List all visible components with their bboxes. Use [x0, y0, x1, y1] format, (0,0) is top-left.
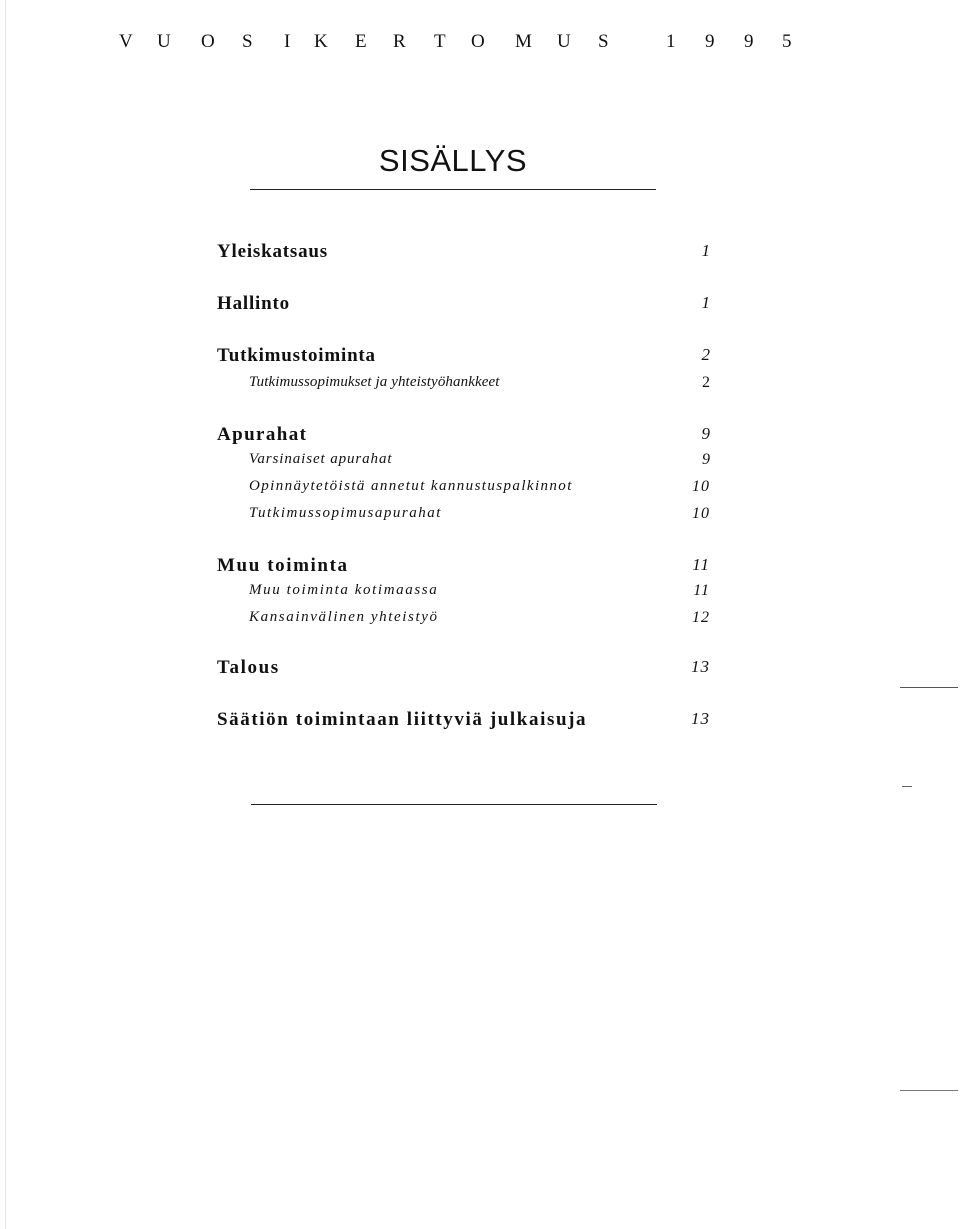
- toc-subentry: [0, 478, 960, 502]
- header-letter: T: [434, 31, 446, 52]
- toc-entry-label: Kansainvälinen yhteistyö: [249, 609, 439, 625]
- toc-entry-label: Yleiskatsaus: [217, 241, 328, 262]
- toc-entry-label: Muu toiminta: [217, 555, 349, 576]
- header-letter: O: [201, 31, 215, 52]
- header-letter: E: [355, 31, 367, 52]
- header-letter: K: [314, 31, 328, 52]
- header-letter: V: [119, 31, 133, 52]
- toc-subentry: [0, 374, 960, 398]
- toc-entry-page: 11: [692, 555, 710, 574]
- toc-entry-label: Hallinto: [217, 293, 290, 314]
- toc-entry-label: Tutkimussopimukset ja yhteistyöhankkeet: [249, 374, 500, 390]
- toc-entry-page: 2: [701, 345, 710, 364]
- toc-subentry: [0, 609, 960, 633]
- toc-entry: [0, 241, 960, 265]
- toc-entry-page: 9: [702, 451, 710, 468]
- toc-entry-page: 13: [691, 657, 710, 676]
- toc-entry-label: Varsinaiset apurahat: [249, 451, 393, 467]
- header-letter: U: [157, 31, 171, 52]
- toc-entry-label: Talous: [217, 657, 280, 678]
- toc-entry-label: Tutkimustoiminta: [217, 345, 376, 366]
- header-letter: 5: [782, 31, 792, 52]
- header-letter: 1: [666, 31, 676, 52]
- header-letter: S: [242, 31, 253, 52]
- toc-entry-page: 9: [701, 424, 710, 443]
- toc-subentry: [0, 505, 960, 529]
- header-letter: S: [598, 31, 609, 52]
- toc-entry-page: 11: [693, 582, 710, 599]
- toc-entry-page: 12: [692, 609, 710, 626]
- header-letter: O: [471, 31, 485, 52]
- toc-entry: [0, 709, 960, 733]
- toc-entry-label: Apurahat: [217, 424, 308, 445]
- toc-entry: [0, 293, 960, 317]
- scan-mark: [5, 0, 6, 1229]
- toc-subentry: [0, 451, 960, 475]
- header-letter: 9: [705, 31, 715, 52]
- scan-mark: [900, 687, 958, 688]
- title-rule: [250, 189, 656, 190]
- toc-entry: [0, 657, 960, 681]
- toc-subentry: [0, 582, 960, 606]
- toc-entry-label: Säätiön toimintaan liittyviä julkaisuja: [217, 709, 588, 730]
- header-letter: M: [515, 31, 532, 52]
- scan-mark: [900, 1090, 958, 1091]
- toc-entry-page: 2: [702, 374, 710, 391]
- toc-entry-page: 10: [692, 505, 710, 522]
- toc-entry: [0, 555, 960, 579]
- header-letter: U: [557, 31, 571, 52]
- running-header: [0, 31, 960, 55]
- toc-entry-label: Muu toiminta kotimaassa: [249, 582, 439, 598]
- toc-entry-page: 10: [692, 478, 710, 495]
- page-title: SISÄLLYS: [378, 143, 528, 178]
- scan-mark: [902, 786, 912, 787]
- toc-entry-page: 13: [691, 709, 710, 728]
- header-letter: I: [284, 31, 291, 52]
- bottom-rule: [251, 804, 657, 805]
- toc-entry-label: Tutkimussopimusapurahat: [249, 505, 442, 521]
- toc-entry-page: 1: [701, 241, 710, 260]
- header-letter: R: [393, 31, 406, 52]
- toc-entry-label: Opinnäytetöistä annetut kannustuspalkinnot: [249, 478, 573, 494]
- toc-entry: [0, 345, 960, 369]
- toc-entry-page: 1: [701, 293, 710, 312]
- toc-entry: [0, 424, 960, 448]
- header-letter: 9: [744, 31, 754, 52]
